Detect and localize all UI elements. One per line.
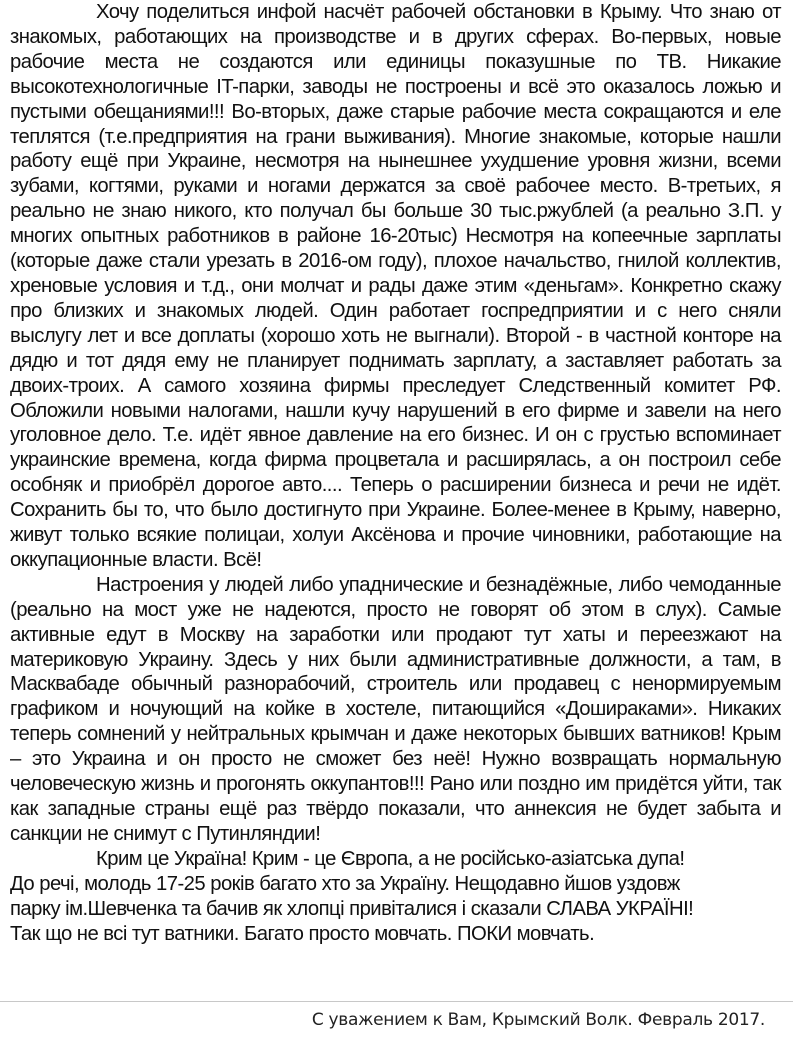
signature: С уважением к Вам, Крымский Волк. Февраль 2017. bbox=[311, 1010, 765, 1030]
paragraph-moods: Настроения у людей либо упаднические и безнадёжные, либо чемоданные (реально на мост уже не надеются, просто не говорят об этом в слух). Самые активные едут в Москву на заработки или продают тут хаты и переезжают на материковую Украину. Здесь у них были административные должности, а там, в Масквабаде обычный разнорабочий, строитель или продавец с ненормируемым графиком и ночующий на койке в хостеле, питающийся «Дошираками». Никаких теперь сомнений у нейтральных крымчан и даже некоторых бывших ватников! Крым – это Украина и он просто не сможет без неё! Нужно возвращать нормальную человеческую жизнь и прогонять оккупантов!!! Рано или поздно им придётся уйти, так как западные страны ещё раз твёрдо показали, что аннексия не будет забыта и санкции не снимут с Путинляндии! bbox=[10, 573, 781, 845]
ukrainian-line-3: парку ім.Шевченка та бачив як хлопці привіталися і сказали СЛАВА УКРАЇНІ! bbox=[10, 897, 694, 920]
document-body bbox=[10, 0, 781, 946]
ukrainian-line-2: До речі, молодь 17-25 років багато хто за Україну. Нещодавно йшов уздовж bbox=[10, 872, 680, 895]
ukrainian-line-4: Так що не всі тут ватники. Багато просто мовчать. ПОКИ мовчать. bbox=[10, 922, 595, 945]
ukrainian-line-1: Крим це Україна! Крим - це Європа, а не російсько-азіатська дупа! bbox=[96, 847, 685, 870]
paragraph-work-situation: Хочу поделиться инфой насчёт рабочей обстановки в Крыму. Что знаю от знакомых, работающих на производстве и в других сферах. Во-первых, новые рабочие места не создаются или единицы показушные по ТВ. Никакие высокотехнологичные IT-парки, заводы не построены и всё это оказалось ложью и пустыми обещаниями!!! Во-вторых, даже старые рабочие места сокращаются и еле теплятся (т.е.предприятия на грани выживания). Многие знакомые, которые нашли работу ещё при Украине, несмотря на нынешнее ухудшение уровня жизни, всеми зубами, когтями, руками и ногами держатся за своё рабочее место. В-третьих, я реально не знаю никого, кто получал бы больше 30 тыс.ржублей (а реально З.П. у многих опытных работников в районе 16-20тыс) Несмотря на копеечные зарплаты (которые даже стали урезать в 2016-ом году), плохое начальство, гнилой коллектив, хреновые условия и т.д., они молчат и рады даже этим «деньгам». Конкретно скажу про близких и знакомых людей. Один работает госпредприятии и с него сняли выслугу лет и все доплаты (хорошо хоть не выгнали). Второй - в частной конторе на дядю и тот дядя ему не планирует поднимать зарплату, а заставляет работать за двоих-троих. А самого хозяина фирмы преследует Следственный комитет РФ. Обложили новыми налогами, нашли кучу нарушений в его фирме и завели на него уголовное дело. Т.е. идёт явное давление на его бизнес. И он с грустью вспоминает украинские времена, когда фирма процветала и расширялась, а он построил себе особняк и приобрёл дорогое авто.... Теперь о расширении бизнеса и речи не идёт. Сохранить бы то, что было достигнуто при Украине. Более-менее в Крыму, наверно, живут только всякие полицаи, холуи Аксёнова и прочие чиновники, работающие на оккупационные власти. Всё! bbox=[10, 1, 781, 571]
signature-divider bbox=[0, 1001, 793, 1002]
paragraph-ukrainian bbox=[10, 847, 781, 947]
